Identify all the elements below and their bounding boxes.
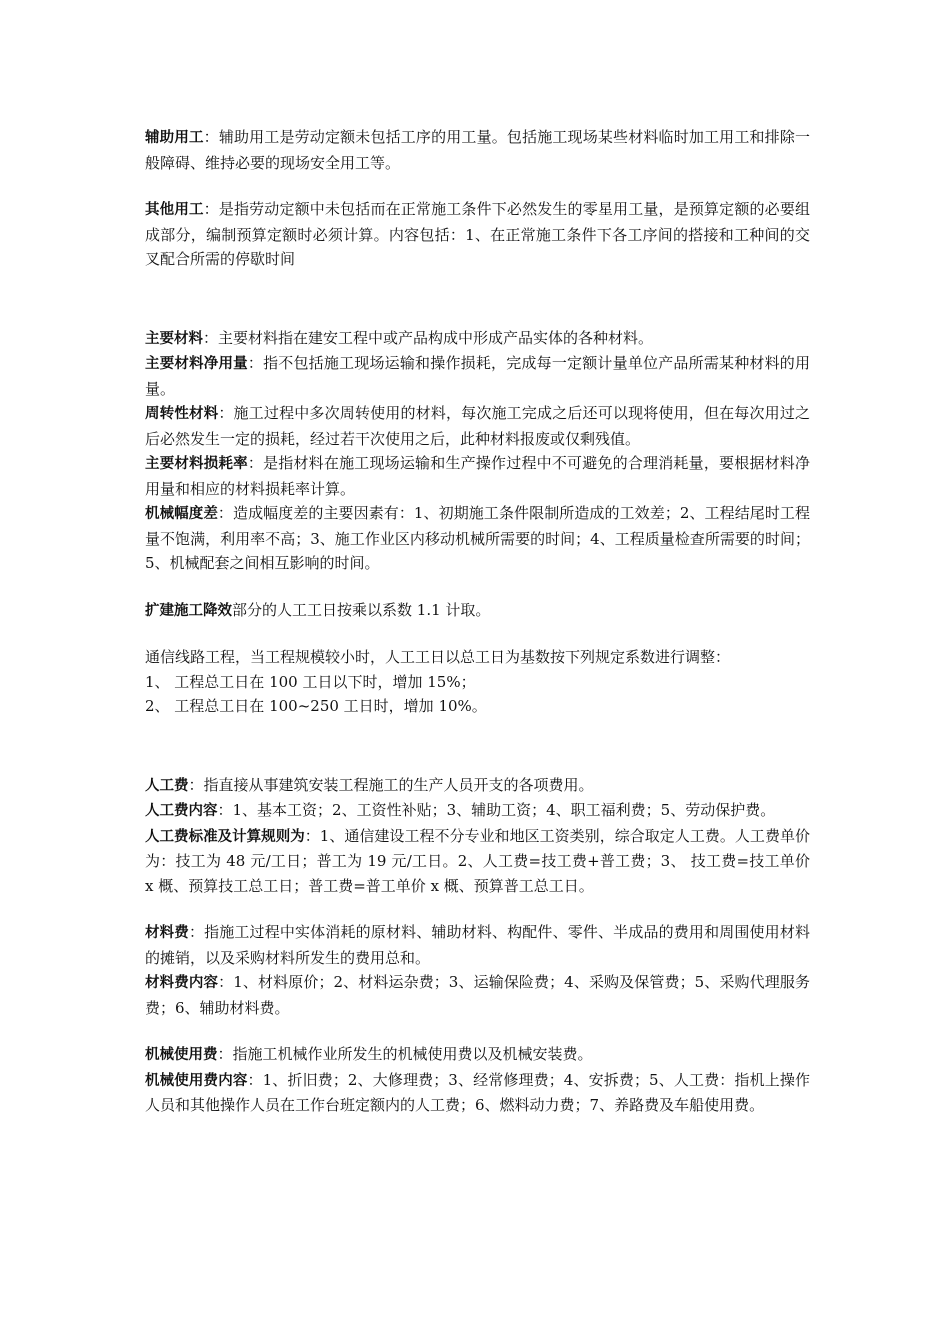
paragraph-telecom-intro: 通信线路工程，当工程规模较小时，人工工日以总工日为基数按下列规定系数进行调整：	[145, 648, 731, 666]
paragraph-other-labor	[145, 197, 810, 272]
definition-machine-cost-content: ：1、折旧费；2、大修理费；3、经常修理费；4、安拆费；5、人工费：指机上操作人员和其他操作人员在工作台班定额内的人工费；6、燃料动力费；7、养路费及车船使用费。	[145, 1070, 810, 1114]
paragraph-material-cost	[145, 920, 810, 970]
term-expansion: 扩建施工降效	[145, 602, 232, 619]
term-labor-cost-content: 人工费内容	[145, 803, 218, 819]
paragraph-labor-cost-rules	[145, 824, 810, 899]
definition-expansion: 部分的人工工日按乘以系数 1.1 计取。	[232, 600, 491, 619]
definition-aux-labor: ：辅助用工是劳动定额未包括工序的用工量。包括施工现场某些材料临时加工用工和排除一般障碍、维持必要的现场安全用工等。	[145, 128, 810, 172]
term-material-cost-content: 材料费内容	[145, 975, 219, 991]
definition-machine-cost: ：指施工机械作业所发生的机械使用费以及机械安装费。	[217, 1045, 593, 1063]
term-main-material: 主要材料	[145, 330, 203, 347]
definition-main-material: ：主要材料指在建安工程中或产品构成中形成产品实体的各种材料。	[203, 328, 654, 347]
paragraph-material-loss-rate	[145, 451, 810, 501]
term-machine-margin: 机械幅度差	[145, 506, 218, 522]
paragraph-main-material-net	[145, 351, 810, 401]
paragraph-labor-cost	[145, 773, 810, 799]
term-turnover-material: 周转性材料	[145, 406, 219, 422]
paragraph-aux-labor	[145, 125, 810, 175]
paragraph-labor-cost-content	[145, 798, 810, 824]
term-labor-cost-rules: 人工费标准及计算规则为	[145, 828, 305, 845]
term-machine-cost: 机械使用费	[145, 1047, 218, 1063]
definition-material-cost-content: ：1、材料原价；2、材料运杂费；3、运输保险费；4、采购及保管费；5、采购代理服务费；6、辅助材料费。	[145, 973, 810, 1017]
definition-material-cost: ：指施工过程中实体消耗的原材料、辅助材料、构配件、零件、半成品的费用和周围使用材料的摊销，以及采购材料所发生的费用总和。	[145, 923, 810, 967]
paragraph-material-cost-content	[145, 970, 810, 1020]
term-labor-cost: 人工费	[145, 777, 189, 794]
term-other-labor: 其他用工	[145, 202, 204, 218]
document-body	[145, 125, 810, 1118]
term-material-loss-rate: 主要材料损耗率	[145, 456, 248, 472]
paragraph-main-material	[145, 326, 810, 352]
term-aux-labor: 辅助用工	[145, 130, 204, 146]
definition-labor-cost: ：指直接从事建筑安装工程施工的生产人员开支的各项费用。	[188, 775, 594, 794]
definition-turnover-material: ：施工过程中多次周转使用的材料，每次施工完成之后还可以现将使用，但在每次用过之后必然发生一定的损耗，经过若干次使用之后，此种材料报废或仅剩残值。	[145, 404, 810, 448]
term-machine-cost-content: 机械使用费内容	[145, 1072, 248, 1089]
paragraph-machine-cost-content	[145, 1068, 810, 1118]
term-material-cost: 材料费	[145, 925, 189, 941]
paragraph-machine-margin	[145, 501, 810, 576]
paragraph-turnover-material	[145, 401, 810, 451]
term-main-material-net: 主要材料净用量	[145, 356, 248, 372]
definition-main-material-net: ：指不包括施工现场运输和操作损耗，完成每一定额计量单位产品所需某种材料的用量。	[145, 354, 810, 398]
list-item-telecom-1: 1、 工程总工日在 100 工日以下时，增加 15%；	[145, 672, 476, 691]
definition-material-loss-rate: ：是指材料在施工现场运输和生产操作过程中不可避免的合理消耗量，要根据材料净用量和相应的材料损耗率计算。	[145, 454, 810, 498]
list-item-telecom-2: 2、 工程总工日在 100~250 工日时，增加 10%。	[145, 697, 487, 715]
paragraph-expansion	[145, 598, 810, 624]
definition-other-labor: ：是指劳动定额中未包括而在正常施工条件下必然发生的零星用工量，是预算定额的必要组成部分，编制预算定额时必须计算。内容包括：1、在正常施工条件下各工序间的搭接和工种间的交叉配合所需的停歇时间	[145, 200, 810, 268]
definition-machine-margin: ：造成幅度差的主要因素有：1、初期施工条件限制所造成的工效差；2、工程结尾时工程量不饱满，利用率不高；3、施工作业区内移动机械所需要的时间；4、工程质量检查所需要的时间；5、机械配套之间相互影响的时间。	[145, 504, 811, 572]
definition-labor-cost-content: ：1、基本工资；2、工资性补贴；3、辅助工资；4、职工福利费；5、劳动保护费。	[217, 801, 776, 819]
definition-labor-cost-rules: ：1、通信建设工程不分专业和地区工资类别，综合取定人工费。人工费单价为：技工为 48 元/工日；普工为 19 元/工日。2、人工费=技工费+普工费；3、 技工费=技工单价 x 概、预算技工总工日；普工费=普工单价 x 概、预算普工总工日。	[145, 826, 810, 895]
paragraph-machine-cost	[145, 1042, 810, 1068]
